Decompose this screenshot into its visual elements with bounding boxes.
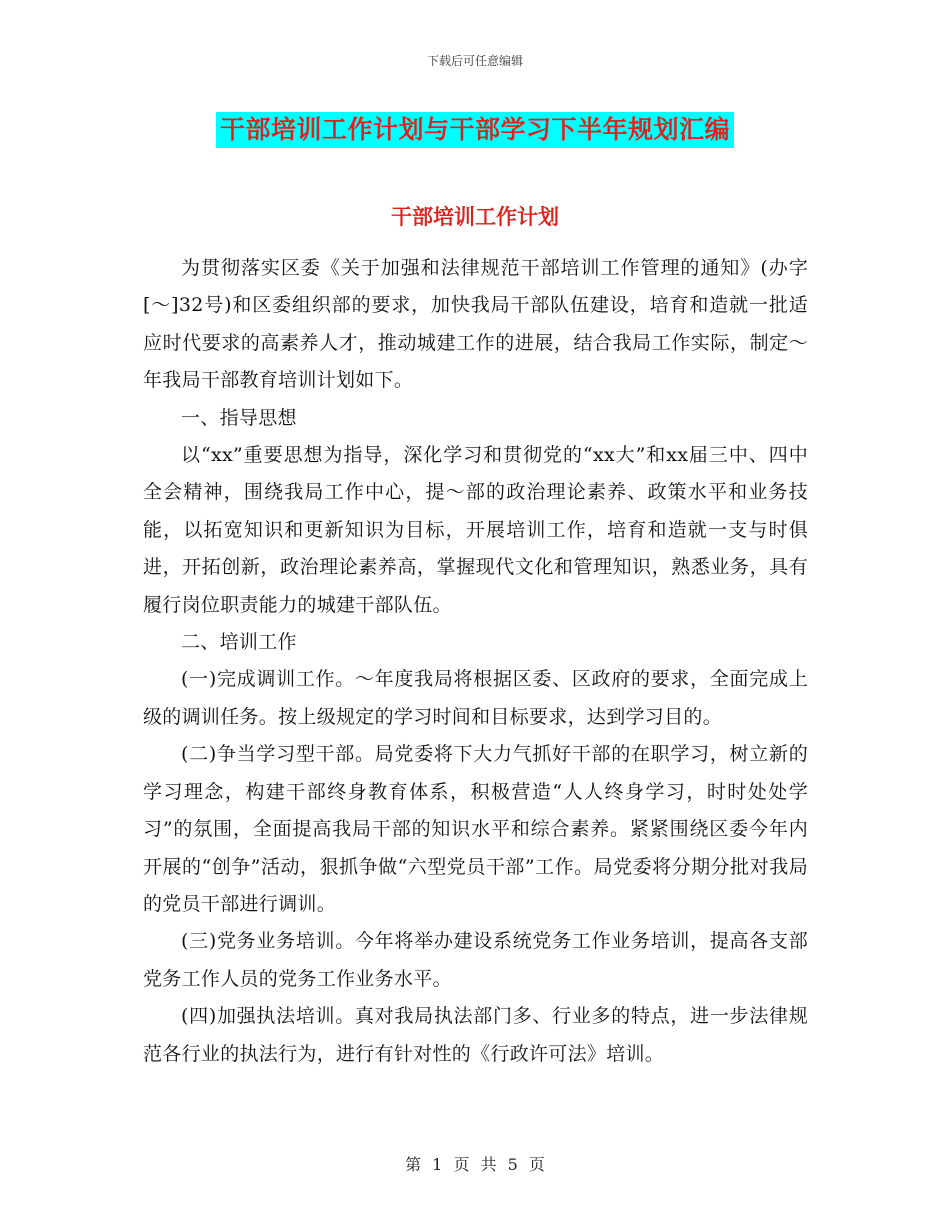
paragraph-item-1: (一)完成调训工作。～年度我局将根据区委、区政府的要求，全面完成上级的调训任务。按上级规定的学习时间和目标要求，达到学习目的。 [143, 668, 808, 728]
heading-training-work: 二、培训工作 [181, 631, 297, 654]
document-title: 干部培训工作计划与干部学习下半年规划汇编 [216, 112, 734, 148]
paragraph-item-2: (二)争当学习型干部。局党委将下大力气抓好干部的在职学习，树立新的学习理念，构建干部终身教育体系，积极营造“人人终身学习，时时处处学习”的氛围，全面提高我局干部的知识水平和综合素养。紧紧围绕区委今年内开展的“创争”活动，狠抓争做“六型党员干部”工作。局党委将分期分批对我局的党员干部进行调训。 [143, 743, 808, 915]
document-body [143, 250, 808, 1073]
page-header: 下载后可任意编辑 [426, 54, 523, 68]
paragraph-item-4: (四)加强执法培训。真对我局执法部门多、行业多的特点，进一步法律规范各行业的执法行为，进行有针对性的《行政许可法》培训。 [143, 1005, 808, 1065]
heading-guiding-ideology: 一、指导思想 [181, 406, 297, 429]
section-title: 干部培训工作计划 [391, 205, 559, 229]
paragraph-intro: 为贯彻落实区委《关于加强和法律规范干部培训工作管理的通知》(办字[～]32号)和区委组织部的要求，加快我局干部队伍建设，培育和造就一批适应时代要求的高素养人才，推动城建工作的进展，结合我局工作实际，制定～年我局干部教育培训计划如下。 [143, 257, 808, 392]
page-footer: 第 1 页 共 5 页 [405, 1155, 545, 1174]
paragraph-guiding-ideology: 以“xx”重要思想为指导，深化学习和贯彻党的“xx大”和xx届三中、四中全会精神，围绕我局工作中心，提～部的政治理论素养、政策水平和业务技能，以拓宽知识和更新知识为目标，开展培训工作，培育和造就一支与时俱进，开拓创新，政治理论素养高，掌握现代文化和管理知识，熟悉业务，具有履行岗位职责能力的城建干部队伍。 [143, 444, 808, 616]
document-title-container [0, 112, 950, 148]
paragraph-item-3: (三)党务业务培训。今年将举办建设系统党务工作业务培训，提高各支部党务工作人员的党务工作业务水平。 [143, 930, 808, 990]
